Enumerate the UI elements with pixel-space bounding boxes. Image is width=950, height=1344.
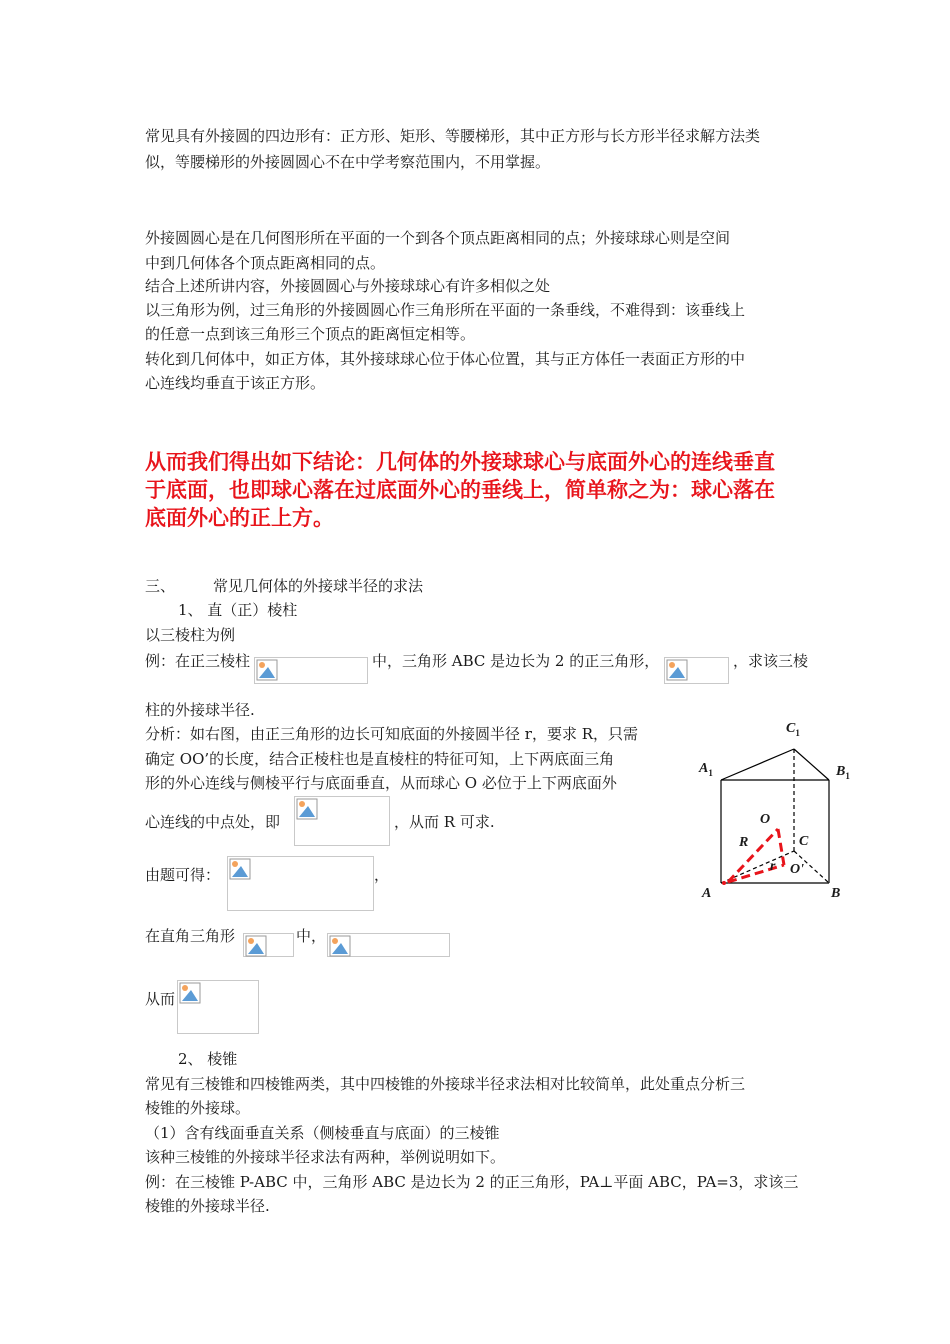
label-C: C: [799, 834, 809, 849]
subsection-prism: 1、 直（正）棱柱: [178, 601, 298, 619]
para-line-6: 转化到几何体中，如正方体，其外接球球心位于体心位置，其与正方体任一表面正方形的中: [145, 350, 746, 368]
para-line-3: 结合上述所讲内容，外接圆圆心与外接球球心有许多相似之处: [145, 277, 551, 295]
conclusion-line-2: 于底面，也即球心落在过底面外心的垂线上，简单称之为：球心落在: [145, 477, 775, 502]
analysis-line-4b: ，从而 R 可求.: [394, 813, 495, 831]
edge-c1b1: [794, 749, 829, 780]
given-label: 由题可得：: [145, 866, 221, 884]
label-R: R: [739, 835, 749, 850]
broken-image-icon: [296, 798, 318, 820]
right-triangle-a: 在直角三角形: [145, 927, 236, 945]
intro-line-1: 常见具有外接圆的四边形有：正方形、矩形、等腰梯形，其中正方形与长方形半径求解方法类: [145, 127, 761, 145]
conclusion: [145, 448, 815, 532]
missing-formula-image: [294, 796, 390, 846]
broken-image-icon: [256, 659, 278, 681]
example2-line-1: 例：在三棱锥 P-ABC 中，三角形 ABC 是边长为 2 的正三角形，PA⊥平面 ABC，PA=3，求该三: [145, 1173, 799, 1191]
pyramid-line-2: 棱锥的外接球。: [145, 1099, 251, 1117]
example1-d: 柱的外接球半径.: [145, 701, 255, 719]
conclusion-line-3: 底面外心的正上方。: [145, 505, 334, 530]
analysis-line-3: 形的外心连线与侧棱平行与底面垂直，从而球心 O 必位于上下两底面外: [145, 774, 617, 792]
missing-formula-image: [243, 933, 294, 957]
case1-desc: 该种三棱锥的外接球半径求法有两种，举例说明如下。: [145, 1148, 506, 1166]
section-heading: 常见几何体的外接球半径的求法: [213, 577, 424, 595]
intro-line-2: 似，等腰梯形的外接圆圆心不在中学考察范围内，不用掌握。: [145, 153, 551, 171]
example1-c: ，求该三棱: [733, 652, 809, 670]
missing-formula-image: [177, 980, 259, 1034]
para-line-1: 外接圆圆心是在几何图形所在平面的一个到各个顶点距离相同的点；外接球球心则是空间: [145, 229, 731, 247]
example2-line-2: 棱锥的外接球半径.: [145, 1197, 270, 1215]
point-A: [722, 881, 726, 885]
label-C1: $C_1$: [786, 721, 800, 738]
label-A1: $A_1$: [699, 761, 713, 778]
label-A: A: [702, 886, 712, 901]
missing-formula-image: [664, 657, 729, 684]
analysis-line-2: 确定 OO’的长度，结合正棱柱也是直棱柱的特征可知，上下两底面三角: [145, 750, 615, 768]
subsection-pyramid: 2、 棱锥: [178, 1050, 238, 1068]
missing-formula-image: [227, 856, 374, 911]
right-triangle-b: 中，: [296, 927, 327, 945]
example1-a: 例：在正三棱柱: [145, 652, 251, 670]
missing-formula-image: [327, 933, 450, 957]
label-O-prime: O': [790, 862, 804, 877]
given-comma: ，: [374, 866, 390, 884]
label-O: O: [760, 812, 771, 827]
analysis-line-4a: 心连线的中点处，即: [145, 813, 281, 831]
label-B: B: [831, 886, 841, 901]
prism-figure: [690, 715, 860, 915]
broken-image-icon: [229, 858, 251, 880]
para-line-2: 中到几何体各个顶点距离相同的点。: [145, 254, 386, 272]
para-line-5: 的任意一点到该三角形三个顶点的距离恒定相等。: [145, 325, 476, 343]
prism-intro: 以三棱柱为例: [145, 626, 236, 644]
broken-image-icon: [179, 982, 201, 1004]
label-B1: $B_1$: [836, 764, 850, 781]
broken-image-icon: [245, 935, 267, 957]
broken-image-icon: [329, 935, 351, 957]
missing-formula-image: [254, 657, 368, 684]
analysis-line-1: 分析：如右图，由正三角形的边长可知底面的外接圆半径 r，要求 R，只需: [145, 725, 639, 743]
broken-image-icon: [666, 659, 688, 681]
thus-label: 从而: [145, 990, 176, 1008]
segment-OO: [778, 829, 784, 865]
para-line-4: 以三角形为例，过三角形的外接圆圆心作三角形所在平面的一条垂线，不难得到：该垂线上: [145, 301, 746, 319]
conclusion-line-1: 从而我们得出如下结论：几何体的外接球球心与底面外心的连线垂直: [145, 449, 775, 474]
section-number: 三、: [145, 577, 176, 595]
example1-b: 中，三角形 ABC 是边长为 2 的正三角形，: [372, 652, 660, 670]
edge-a1c1: [721, 749, 794, 780]
case1-heading: （1）含有线面垂直关系（侧棱垂直与底面）的三棱锥: [145, 1124, 500, 1142]
para-line-7: 心连线均垂直于该正方形。: [145, 374, 326, 392]
label-r: r: [770, 859, 776, 874]
pyramid-line-1: 常见有三棱锥和四棱锥两类，其中四棱锥的外接球半径求法相对比较简单，此处重点分析三: [145, 1075, 746, 1093]
